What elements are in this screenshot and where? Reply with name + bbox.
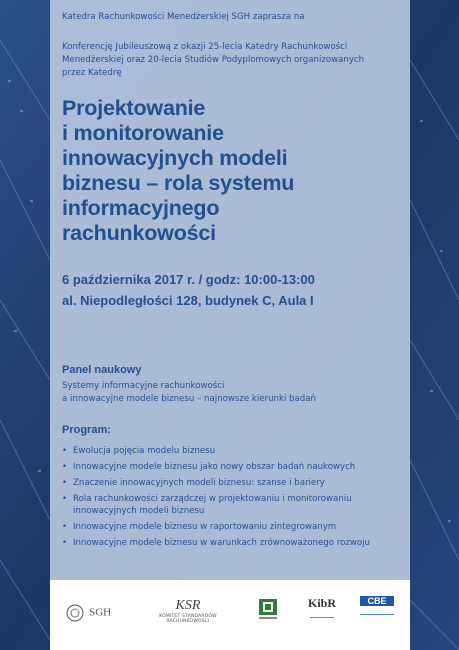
program-heading: Program: bbox=[62, 424, 111, 436]
kibr-logo bbox=[308, 596, 336, 618]
sgh-seal-icon bbox=[66, 604, 84, 622]
subtitle-line: przez Katedrę bbox=[62, 68, 122, 78]
title-line: rachunkowości bbox=[62, 221, 216, 245]
skwp-logo bbox=[258, 598, 278, 624]
cbe-logo-icon: CBE bbox=[360, 596, 394, 606]
title-line: informacyjnego bbox=[62, 196, 220, 220]
program-item: • Innowacyjne modele biznesu w raportowaniu zintegrowanym bbox=[62, 521, 407, 533]
intro-text: Katedra Rachunkowości Menedżerskiej SGH zaprasza na bbox=[62, 12, 305, 22]
skwp-logo-icon bbox=[258, 598, 278, 620]
ksr-logo: KSR KOMITET STANDARDÓW RACHUNKOWOŚCI bbox=[138, 598, 238, 624]
title-line: innowacyjnych modeli bbox=[62, 146, 288, 170]
program-list bbox=[62, 445, 407, 553]
panel-line: Systemy informacyjne rachunkowości bbox=[62, 381, 225, 391]
title-line: biznesu – rola systemu bbox=[62, 171, 295, 195]
event-location: al. Niepodległości 128, budynek C, Aula I bbox=[62, 293, 314, 308]
kibr-logo-icon: KibR bbox=[308, 596, 337, 610]
panel-line: a innowacyjne modele biznesu – najnowsze kierunki badań bbox=[62, 394, 316, 404]
program-item: • Innowacyjne modele biznesu w warunkach zrównoważonego rozwoju bbox=[62, 537, 407, 549]
panel-heading: Panel naukowy bbox=[62, 364, 142, 376]
ksr-logo-icon: KSR bbox=[175, 598, 201, 613]
program-item: • Rola rachunkowości zarządczej w projektowaniu i monitorowaniu innowacyjnych modeli biznesu bbox=[62, 493, 407, 517]
title-line: Projektowanie bbox=[62, 96, 206, 120]
cbe-logo bbox=[360, 596, 394, 615]
program-item: • Znaczenie innowacyjnych modeli biznesu: szanse i bariery bbox=[62, 477, 407, 489]
footer-logos bbox=[50, 580, 410, 650]
program-item: • Ewolucja pojęcia modelu biznesu bbox=[62, 445, 407, 457]
event-date-time: 6 października 2017 r. / godz: 10:00-13:00 bbox=[62, 272, 315, 287]
title-line: i monitorowanie bbox=[62, 121, 224, 145]
subtitle-line: Menedżerskiej oraz 20-lecia Studiów Podyplomowych organizowanych bbox=[62, 55, 365, 65]
program-item: • Innowacyjne modele biznesu jako nowy obszar badań naukowych bbox=[62, 461, 407, 473]
subtitle-line: Konferencję Jubileuszową z okazji 25-lecia Katedry Rachunkowości bbox=[62, 42, 348, 52]
sgh-logo: SGH bbox=[66, 602, 111, 622]
